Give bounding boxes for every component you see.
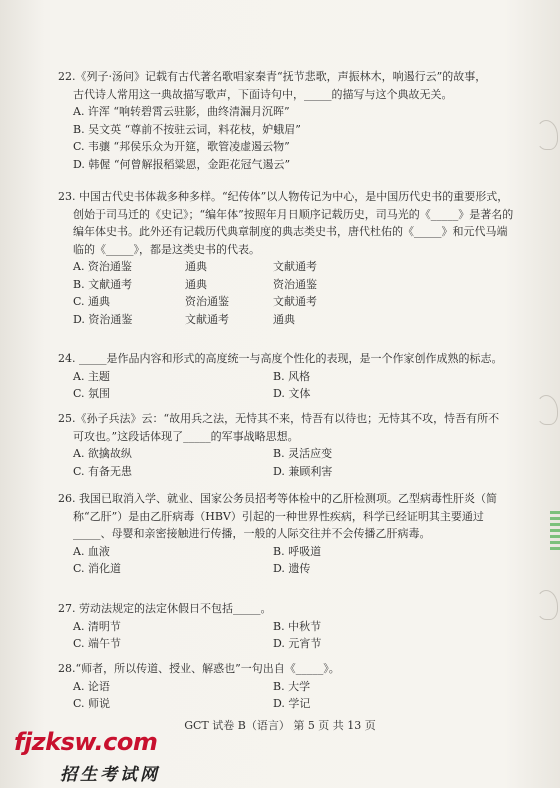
option-a: A. 主题 (73, 369, 110, 383)
question-stem: 22.《列子·汤问》记载有古代著名歌唱家秦青“抚节悲歌，声振林木，响遏行云”的故事， (58, 70, 487, 83)
option-c: C. 消化道 (73, 562, 122, 575)
option-b: B. 呼吸道 (273, 544, 322, 558)
option-a-2: 通典 (185, 260, 207, 273)
option-a-3: 文献通考 (273, 260, 317, 273)
question-28 (58, 660, 518, 713)
option-a: A. 清明节 (73, 619, 121, 633)
question-stem-cont: 古代诗人常用这一典故描写歌声，下面诗句中，_____的描写与这个典故无关。 (73, 87, 453, 101)
question-24 (58, 350, 518, 403)
option-b: B. 灵活应变 (273, 447, 333, 460)
question-stem-cont: 可攻也。”这段话体现了_____的军事战略思想。 (73, 429, 299, 443)
site-logo-subtitle: 招生考试网 (60, 765, 160, 785)
question-26 (58, 490, 518, 578)
option-d: D. 兼顾利害 (273, 464, 333, 478)
option-d: D. 遗传 (273, 562, 311, 575)
option-c-1: C. 通典 (73, 295, 111, 308)
question-stem: 28.“师者，所以传道、授业、解惑也”一句出自《_____》。 (58, 662, 340, 675)
option-b-2: 通典 (185, 277, 207, 291)
option-a-1: A. 资治通鉴 (73, 260, 132, 273)
site-logo: fjzksw.com (14, 728, 158, 756)
option-c-2: 资治通鉴 (185, 295, 229, 308)
question-stem: 23. 中国古代史书体裁多种多样。“纪传体”以人物传记为中心，是中国历代史书的重要形式， (58, 190, 509, 203)
question-22 (58, 68, 518, 173)
option-b: B. 风格 (273, 369, 311, 383)
bleed-through-mark (536, 120, 558, 150)
option-d-2: 文献通考 (185, 312, 229, 326)
question-stem-cont: 创始于司马迁的《史记》；“编年体”按照年月日顺序记载历史，司马光的《_____》是著名的编年体史书。此外还有记载历代典章制度的典志类史书，唐代杜佑的《_____》和元代马端临的《_____》，都是这类史书的代表。 (73, 207, 514, 256)
option-a: A. 欲擒故纵 (73, 447, 132, 460)
option-a: A. 血液 (73, 544, 110, 558)
option-d: D. 文体 (273, 387, 311, 400)
question-25 (58, 410, 518, 480)
option-c: C. 师说 (73, 697, 111, 710)
question-stem: 25.《孙子兵法》云：“故用兵之法，无恃其不来，恃吾有以待也；无恃其不攻，恃吾有所不 (58, 412, 500, 425)
option-c: C. 韦骧 “邦侯乐众为开筵，歌管凌虚遏云物” (73, 140, 290, 153)
question-23 (58, 188, 518, 328)
question-27 (58, 600, 518, 653)
option-d-3: 通典 (273, 312, 295, 326)
option-c-3: 文献通考 (273, 295, 317, 308)
bleed-through-mark (536, 395, 558, 425)
option-b: B. 中秋节 (273, 619, 322, 633)
option-d: D. 韩偓 “何曾解报稻粱恩，金距花冠气遏云” (73, 157, 291, 171)
page-footer: GCT 试卷 B（语言） 第 5 页 共 13 页 (184, 719, 376, 732)
question-stem: 24. _____是作品内容和形式的高度统一与高度个性化的表现，是一个作家创作成熟的标志。 (58, 352, 503, 365)
option-c: C. 有备无患 (73, 464, 133, 478)
option-a: A. 许浑 “响转碧霄云驻影，曲终清漏月沉晖” (73, 105, 290, 118)
option-d: D. 学记 (273, 697, 311, 710)
question-stem-cont: 称“乙肝”）是由乙肝病毒（HBV）引起的一种世界性疾病，科学已经证明其主要通过_____、母婴和亲密接触进行传播，一般的人际交往并不会传播乙肝病毒。 (73, 509, 484, 540)
option-d: D. 元宵节 (273, 637, 322, 650)
option-c: C. 氛围 (73, 387, 111, 400)
edge-pattern-decoration (550, 510, 560, 550)
question-stem: 26. 我国已取消入学、就业、国家公务员招考等体检中的乙肝检测项。乙型病毒性肝炎（简 (58, 492, 497, 505)
option-c: C. 端午节 (73, 637, 122, 650)
bleed-through-mark (536, 590, 558, 620)
question-stem: 27. 劳动法规定的法定休假日不包括_____。 (58, 602, 272, 615)
option-b: B. 大学 (273, 679, 311, 693)
option-a: A. 论语 (73, 679, 110, 693)
option-b-1: B. 文献通考 (73, 277, 133, 291)
option-b: B. 吴文英 “尊前不按驻云词，料花枝，妒蛾眉” (73, 122, 301, 136)
option-b-3: 资治通鉴 (273, 277, 317, 291)
option-d-1: D. 资治通鉴 (73, 312, 133, 326)
